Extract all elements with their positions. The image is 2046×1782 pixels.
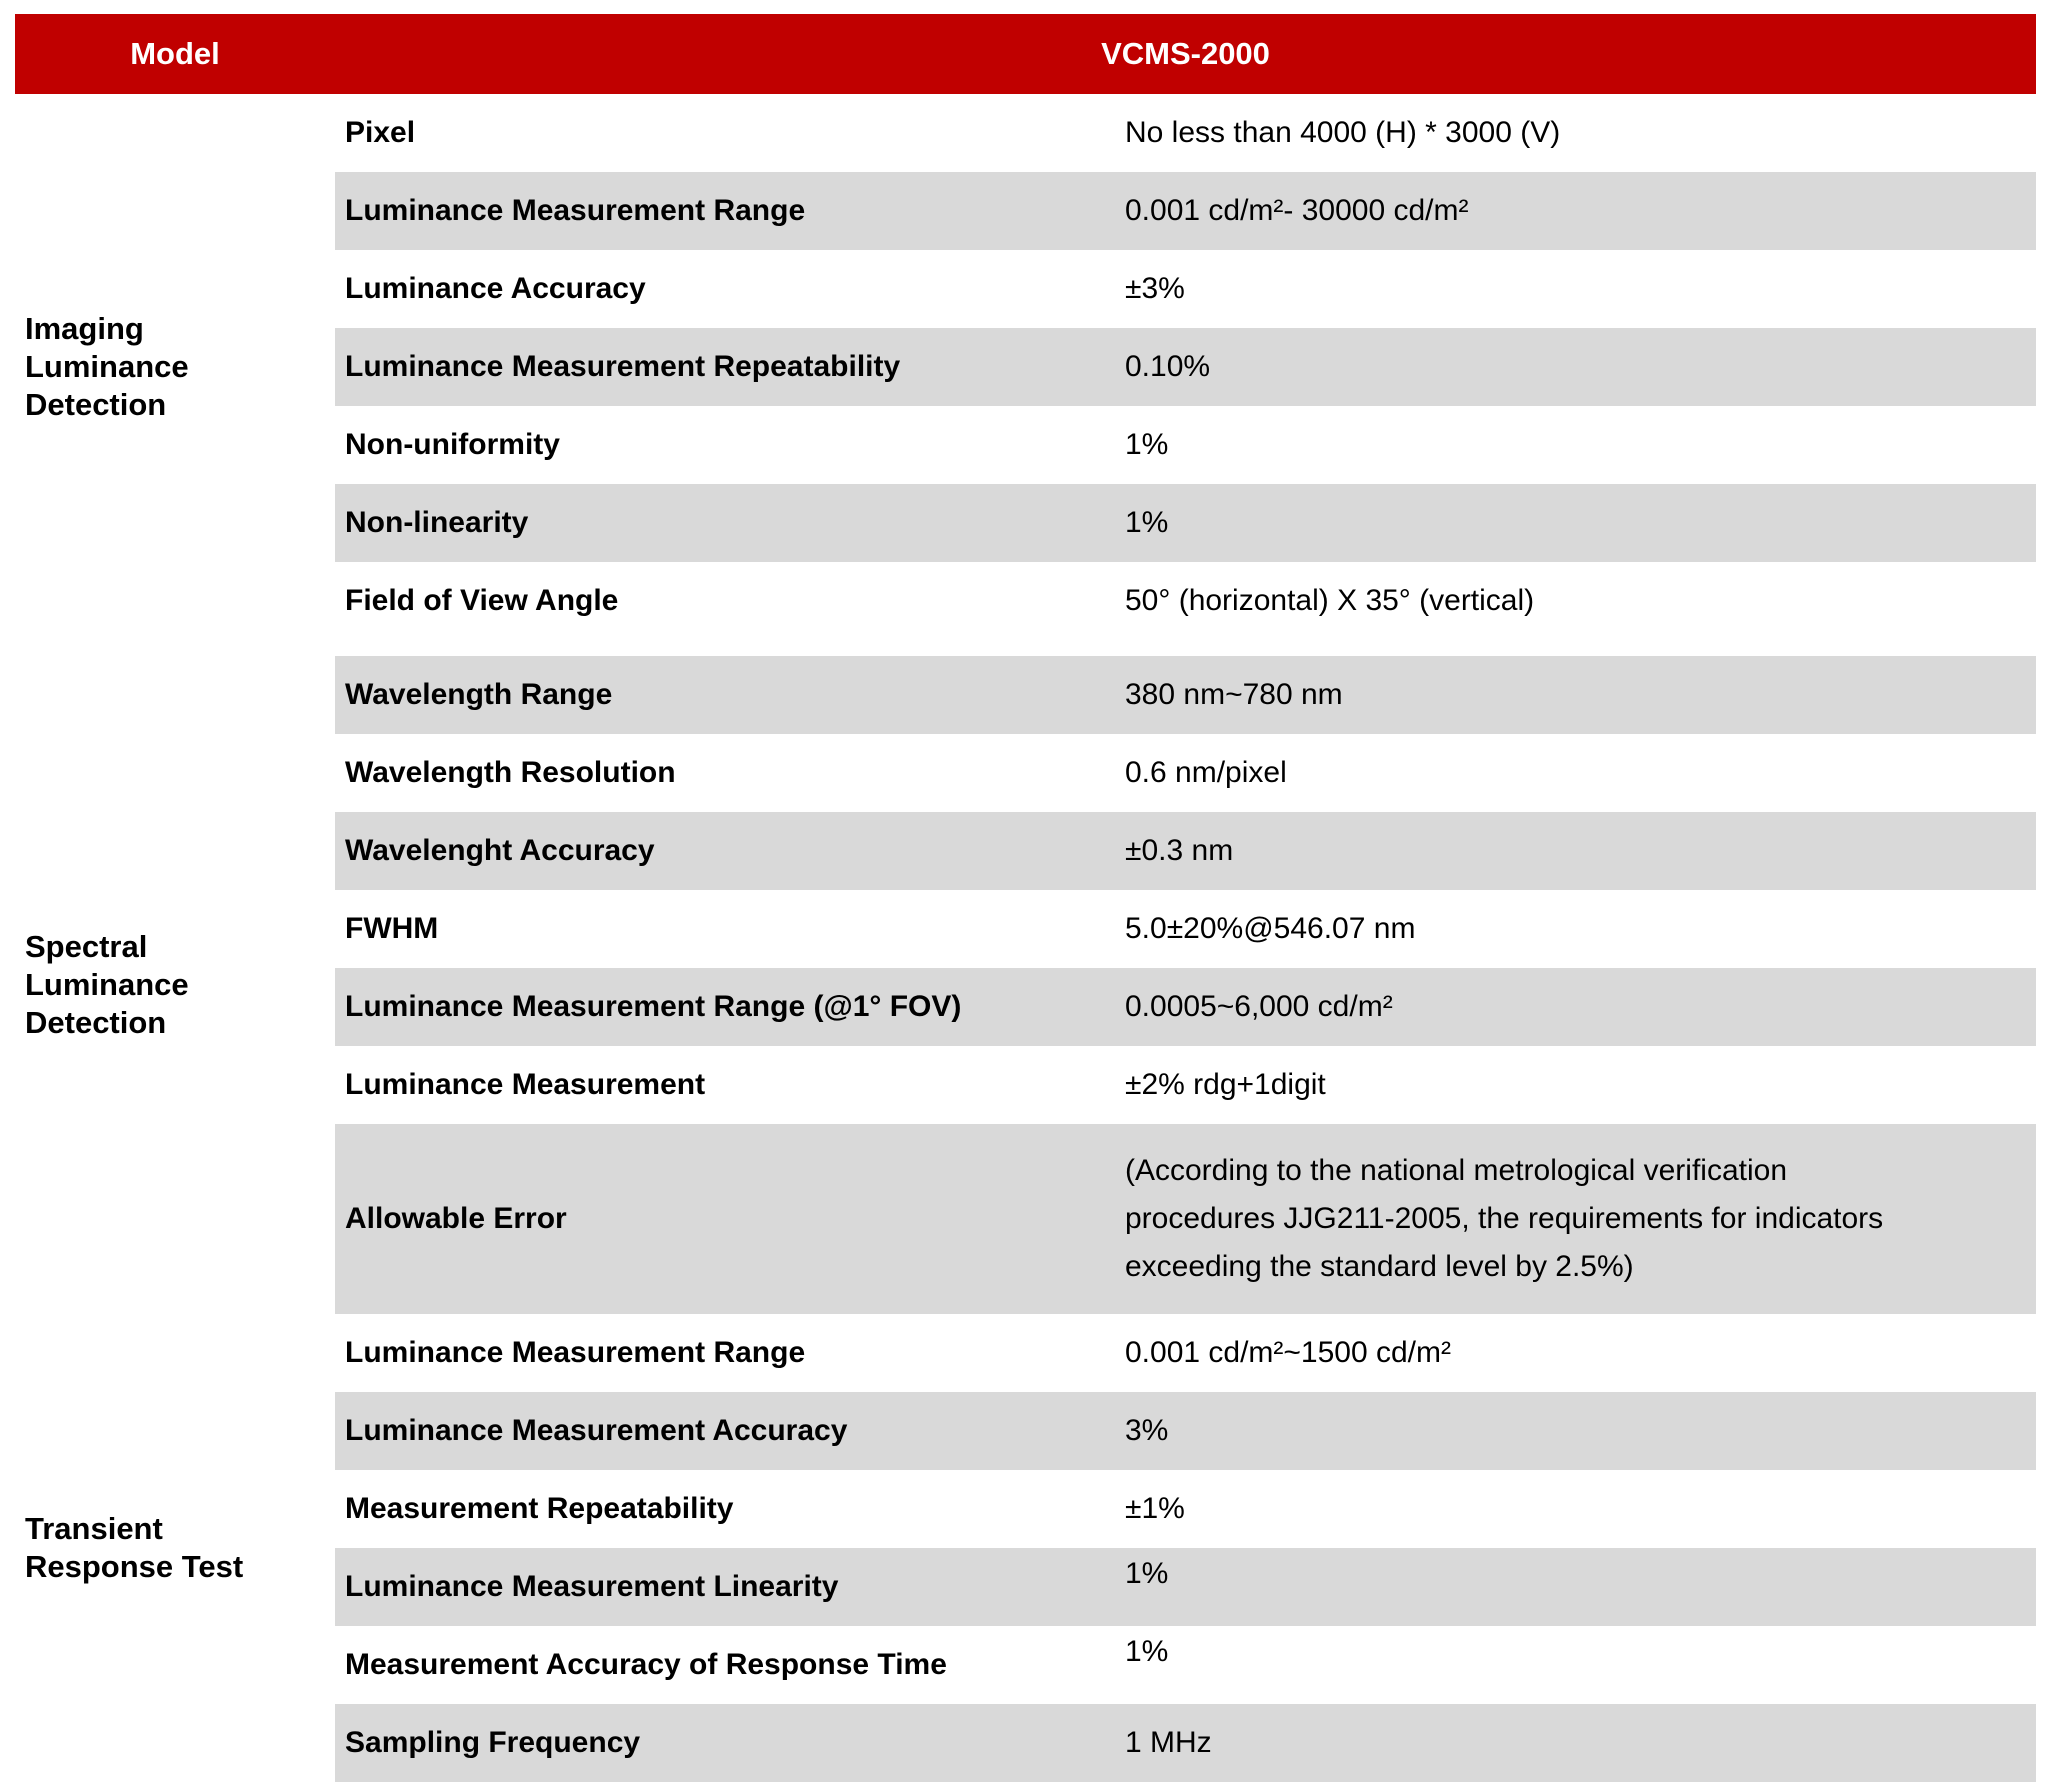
group-label-line: Transient (25, 1511, 163, 1546)
row-luminance-measurement-range (335, 172, 2036, 250)
row-sampling-frequency (335, 1704, 2036, 1782)
group-label-transient-response-test (15, 1314, 335, 1782)
param-label: Measurement Accuracy of Response Time (345, 1648, 947, 1681)
param-value: 5.0±20%@546.07 nm (1125, 912, 1416, 945)
param-value: ±0.3 nm (1125, 834, 1234, 867)
param-value: 3% (1125, 1414, 1169, 1447)
param-value: No less than 4000 (H) * 3000 (V) (1125, 116, 1561, 149)
param-label: Luminance Measurement Range (@1° FOV) (345, 990, 962, 1023)
param-value: 1% (1125, 428, 1169, 461)
row-fwhm (335, 890, 2036, 968)
row-wavelength-range (335, 656, 2036, 734)
section-rows (335, 656, 2036, 1314)
table-header-row (15, 14, 2036, 94)
section-rows (335, 1314, 2036, 1782)
group-label-line: Detection (25, 1005, 167, 1040)
group-label-line: Luminance (25, 967, 189, 1002)
section-rows (335, 94, 2036, 640)
param-label: Luminance Measurement (345, 1068, 706, 1101)
row-luminance-measurement-repeatability (335, 328, 2036, 406)
param-label: Measurement Repeatability (345, 1492, 734, 1525)
group-label-line: Spectral (25, 929, 148, 964)
spec-table (15, 14, 2036, 1782)
param-label: Luminance Measurement Linearity (345, 1570, 839, 1603)
param-label: Allowable Error (345, 1202, 567, 1235)
param-label: Field of View Angle (345, 584, 619, 617)
row-luminance-measurement-linearity (335, 1548, 2036, 1626)
param-value: 0.10% (1125, 350, 1211, 383)
param-label: Non-uniformity (345, 428, 560, 461)
row-allowable-error (335, 1124, 2036, 1314)
param-value: 50° (horizontal) X 35° (vertical) (1125, 584, 1535, 617)
model-header-cell: Model (130, 36, 220, 71)
param-value: (According to the national metrological verification procedures JJG211-2005, the requirements for indicators exceeding the standard level by 2.5%) (1125, 1154, 1884, 1283)
param-value: 1 MHz (1125, 1726, 1212, 1759)
param-label: Luminance Measurement Repeatability (345, 350, 901, 383)
param-value: 0.001 cd/m²- 30000 cd/m² (1125, 194, 1469, 227)
param-label: FWHM (345, 912, 439, 945)
param-value: 1% (1125, 1635, 1169, 1668)
param-value: 0.6 nm/pixel (1125, 756, 1287, 789)
param-value: ±1% (1125, 1492, 1185, 1525)
row-luminance-measurement-range-2 (335, 1314, 2036, 1392)
row-luminance-measurement-accuracy (335, 1392, 2036, 1470)
row-measurement-accuracy-of-response-time (335, 1626, 2036, 1704)
group-label-imaging-luminance-detection (15, 94, 335, 640)
param-label: Pixel (345, 116, 416, 149)
param-value: 1% (1125, 1557, 1169, 1590)
row-luminance-measurement-range-1deg-fov (335, 968, 2036, 1046)
row-field-of-view-angle (335, 562, 2036, 640)
row-wavelenght-accuracy (335, 812, 2036, 890)
row-measurement-repeatability (335, 1470, 2036, 1548)
param-value: ±2% rdg+1digit (1125, 1068, 1326, 1101)
param-label: Wavelength Resolution (345, 756, 676, 789)
param-label: Non-linearity (345, 506, 529, 539)
group-label-line: Detection (25, 387, 167, 422)
row-pixel (335, 94, 2036, 172)
row-luminance-measurement (335, 1046, 2036, 1124)
row-luminance-accuracy (335, 250, 2036, 328)
param-value: 0.0005~6,000 cd/m² (1125, 990, 1393, 1023)
row-non-uniformity (335, 406, 2036, 484)
row-non-linearity (335, 484, 2036, 562)
group-label-line: Luminance (25, 349, 189, 384)
section-spectral-luminance-detection (15, 656, 2036, 1314)
param-label: Luminance Accuracy (345, 272, 646, 305)
group-label-spectral-luminance-detection (15, 656, 335, 1314)
section-imaging-luminance-detection (15, 94, 2036, 640)
param-label: Luminance Measurement Range (345, 194, 806, 227)
param-label: Wavelenght Accuracy (345, 834, 655, 867)
param-value: 0.001 cd/m²~1500 cd/m² (1125, 1336, 1452, 1369)
model-value-cell: VCMS-2000 (1101, 36, 1270, 71)
param-value: 1% (1125, 506, 1169, 539)
group-label-line: Response Test (25, 1549, 244, 1584)
row-wavelength-resolution (335, 734, 2036, 812)
param-label: Luminance Measurement Accuracy (345, 1414, 848, 1447)
param-label: Sampling Frequency (345, 1726, 641, 1759)
section-transient-response-test (15, 1314, 2036, 1782)
param-label: Wavelength Range (345, 678, 613, 711)
param-label: Luminance Measurement Range (345, 1336, 806, 1369)
param-value: 380 nm~780 nm (1125, 678, 1343, 711)
param-value: ±3% (1125, 272, 1185, 305)
group-label-line: Imaging (25, 311, 144, 346)
